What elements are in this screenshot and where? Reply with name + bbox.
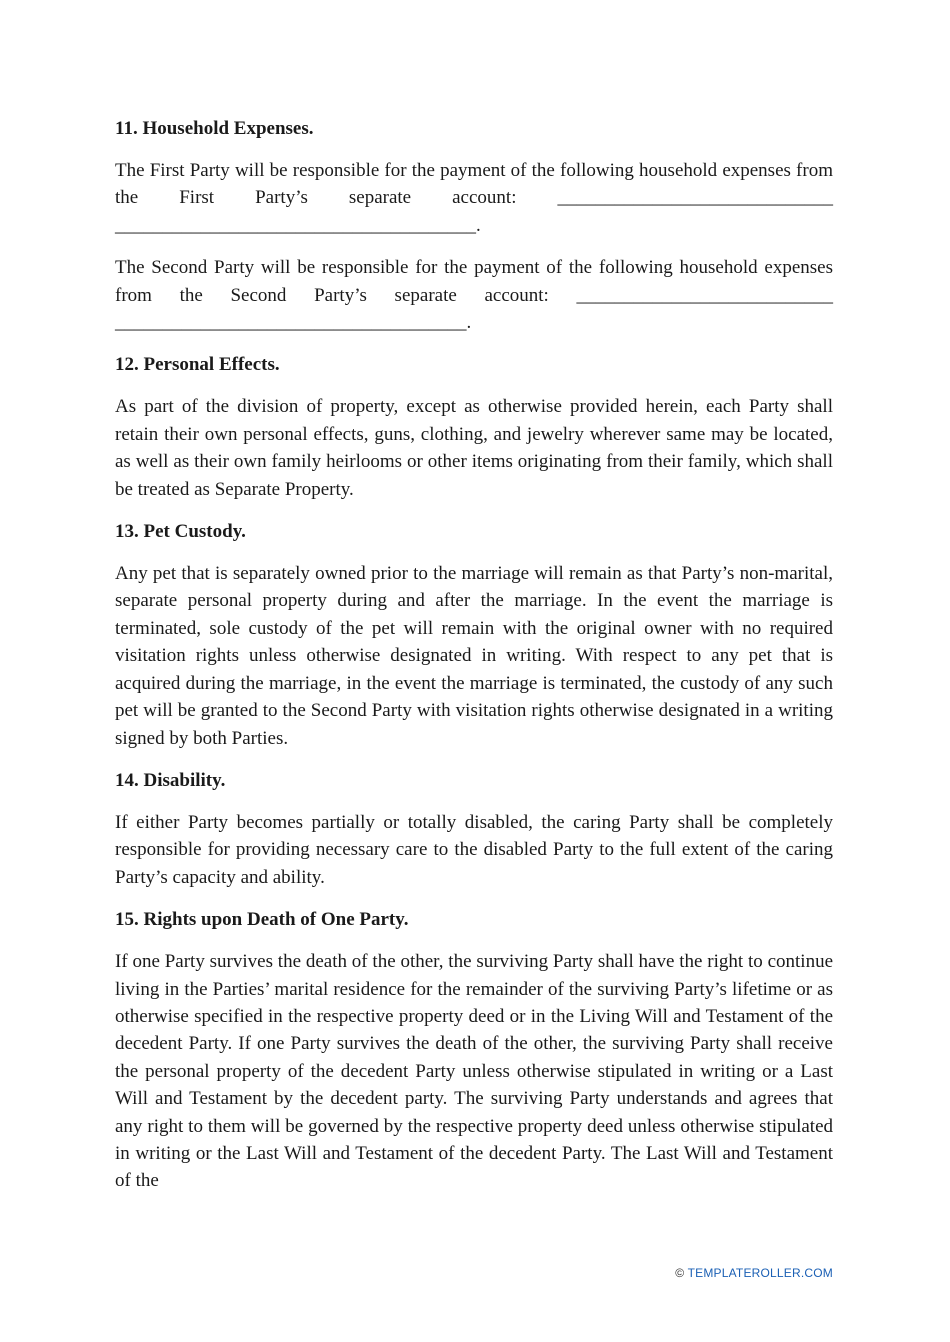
section-14-body: If either Party becomes partially or totally disabled, the caring Party shall be completely responsible for providing necessary care to the disabled Party to the full extent of the caring Party’s capacity and ability. [115, 811, 833, 888]
section-13-heading: 13. Pet Custody. [115, 521, 246, 543]
first-party-blank-2[interactable]: ______________________________________. [115, 214, 481, 236]
first-party-text: The First Party will be responsible for the payment of the following household expenses from the First Party’s separate account: [115, 160, 833, 209]
second-party-blank-2[interactable]: _____________________________________. [115, 312, 472, 334]
section-15-body: If one Party survives the death of the other, the surviving Party shall have the right to continue living in the Parties’ marital residence for the remainder of the surviving Party’s lifetime or as otherwise specified in the respective property deed or in the Living Will and Testament of the decedent Party. If one Party survives the death of the other, the surviving Party shall receive the personal property of the decedent Party unless otherwise stipulated in writing or a Last Will and Testament by the decedent party. The surviving Party understands and agrees that any right to them will be governed by the respective property deed unless otherwise stipulated in writing or the Last Will and Testament of the decedent Party. The Last Will and Testament of the [115, 951, 833, 1192]
section-11-heading: 11. Household Expenses. [115, 118, 314, 139]
section-11-second-party-paragraph [115, 254, 833, 336]
second-party-blank-1[interactable]: ___________________________ [576, 284, 834, 306]
section-13-body: Any pet that is separately owned prior to the marriage will remain as that Party’s non-marital, separate personal property during and after the marriage. In the event the marriage is terminated, sole custody of the pet will remain with the original owner with no required visitation rights unless otherwise designated in writing. With respect to any pet that is acquired during the marriage, in the event the marriage is terminated, the custody of any such pet will be granted to the Second Party with visitation rights otherwise designated in a writing signed by both Parties. [115, 563, 833, 749]
first-party-blank-1[interactable]: _____________________________ [557, 187, 833, 209]
footer-credit [675, 1266, 833, 1280]
section-12-heading: 12. Personal Effects. [115, 354, 280, 376]
second-party-text: The Second Party will be responsible for the payment of the following household expenses from the Second Party’s separate account: [115, 257, 833, 306]
section-11-first-party-paragraph [115, 157, 833, 239]
document-page [115, 115, 833, 1210]
section-12-body: As part of the division of property, except as otherwise provided herein, each Party shall retain their own personal effects, guns, clothing, and jewelry wherever same may be located, as well as their own family heirlooms or other items originating from their family, which shall be treated as Separate Property. [115, 396, 833, 500]
section-14-heading: 14. Disability. [115, 769, 226, 791]
templateroller-link[interactable]: TEMPLATEROLLER.COM [687, 1266, 833, 1280]
section-15-heading: 15. Rights upon Death of One Party. [115, 909, 409, 931]
copyright-symbol: © [675, 1266, 685, 1280]
